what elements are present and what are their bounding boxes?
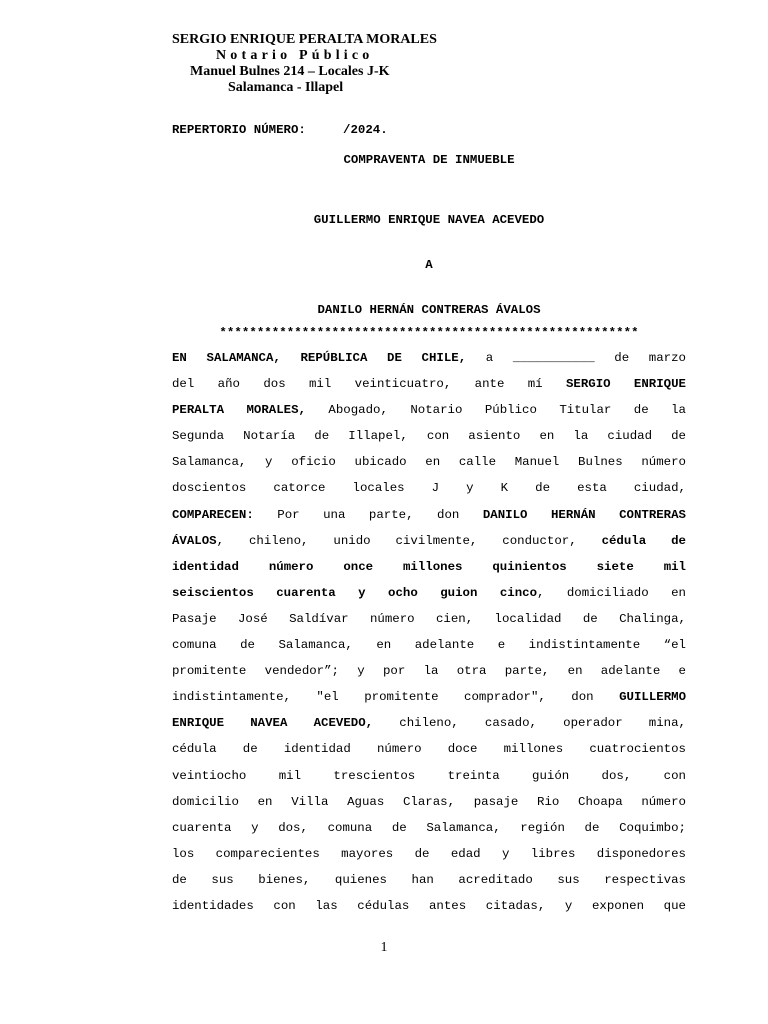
body-line xyxy=(172,684,686,710)
body-line: cédula de identidad número doce millones cuatrocientos xyxy=(172,742,686,757)
body-bold: cédula de xyxy=(601,533,686,548)
body-bold: seiscientos cuarenta y ocho guion cinco xyxy=(172,585,537,600)
body-text: Abogado, Notario Público Titular de la xyxy=(305,403,686,418)
body-bold: ÁVALOS xyxy=(172,533,217,548)
body-text: chileno, casado, operador mina, xyxy=(373,716,686,731)
body-text: , domiciliado en xyxy=(537,585,686,600)
repertorio-number: REPERTORIO NÚMERO: /2024. xyxy=(172,123,388,137)
notary-city: Salamanca - Illapel xyxy=(228,80,344,95)
body-bold: ENRIQUE NAVEA ACEVEDO, xyxy=(172,716,374,731)
party-buyer: DANILO HERNÁN CONTRERAS ÁVALOS xyxy=(317,303,541,317)
body-bold: GUILLERMO xyxy=(619,690,686,705)
body-line: los comparecientes mayores de edad y libres disponedores xyxy=(172,846,686,861)
body-line: identidades con las cédulas antes citadas, y exponen que xyxy=(172,898,686,913)
body-line: comuna de Salamanca, en adelante e indistintamente “el xyxy=(172,638,686,653)
body-line xyxy=(172,397,686,423)
body-bold: SERGIO ENRIQUE xyxy=(565,377,686,392)
body-line xyxy=(172,371,686,397)
asterisk-separator: ******************************************************** xyxy=(219,326,639,340)
body-line: Salamanca, y oficio ubicado en calle Manuel Bulnes número xyxy=(172,455,686,470)
body-line: cuarenta y dos, comuna de Salamanca, región de Coquimbo; xyxy=(172,820,686,835)
deed-body xyxy=(172,345,686,919)
body-text: Por una parte, don xyxy=(253,507,483,522)
body-bold: PERALTA MORALES, xyxy=(172,403,306,418)
body-line: Pasaje José Saldívar número cien, localidad de Chalinga, xyxy=(172,611,686,626)
notary-address: Manuel Bulnes 214 – Locales J-K xyxy=(190,64,390,79)
body-bold: identidad número once millones quinientos siete mil xyxy=(172,559,686,574)
body-bold: EN SALAMANCA, REPÚBLICA DE CHILE, xyxy=(172,351,467,365)
body-line xyxy=(172,710,686,736)
body-line: doscientos catorce locales J y K de esta ciudad, xyxy=(172,481,686,496)
body-text: a ___________ de marzo xyxy=(466,351,686,365)
body-line xyxy=(172,580,686,606)
body-text: del año dos mil veinticuatro, ante mí xyxy=(172,377,566,392)
party-connector: A xyxy=(425,258,433,272)
body-bold: COMPARECEN: xyxy=(172,507,254,522)
notary-title: Notario Público xyxy=(216,48,374,63)
body-line: veintiocho mil trescientos treinta guión dos, con xyxy=(172,768,686,783)
body-line: Segunda Notaría de Illapel, con asiento en la ciudad de xyxy=(172,429,686,444)
body-line xyxy=(172,554,686,580)
body-line xyxy=(172,528,686,554)
body-text: indistintamente, "el promitente comprador", don xyxy=(172,690,620,705)
body-line: promitente vendedor”; y por la otra parte, en adelante e xyxy=(172,664,686,679)
notary-name: SERGIO ENRIQUE PERALTA MORALES xyxy=(172,32,437,47)
body-text: , chileno, unido civilmente, conductor, xyxy=(216,533,602,548)
body-line xyxy=(172,502,686,528)
page-number: 1 xyxy=(380,940,388,955)
body-bold: DANILO HERNÁN CONTRERAS xyxy=(482,507,686,522)
body-line xyxy=(172,345,686,371)
body-line: domicilio en Villa Aguas Claras, pasaje Rio Choapa número xyxy=(172,794,686,809)
party-seller: GUILLERMO ENRIQUE NAVEA ACEVEDO xyxy=(313,213,545,227)
document-type: COMPRAVENTA DE INMUEBLE xyxy=(343,153,515,167)
body-line: de sus bienes, quienes han acreditado sus respectivas xyxy=(172,872,686,887)
